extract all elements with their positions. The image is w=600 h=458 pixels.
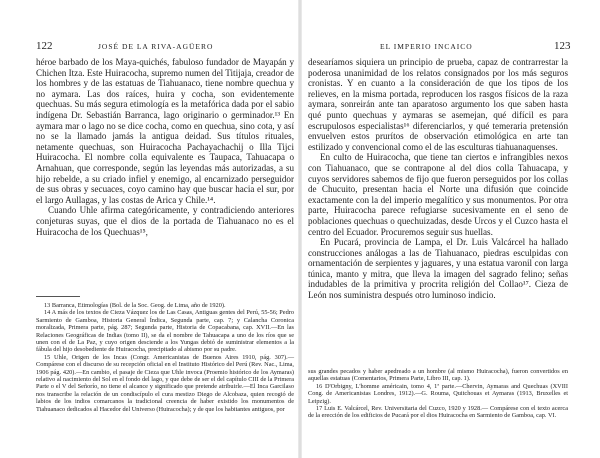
right-running-head: EL IMPERIO INCAICO (380, 42, 473, 51)
right-footnotes (308, 368, 568, 420)
right-page-number: 123 (554, 40, 571, 52)
right-paragraph: En culto de Huiracocha, que tiene tan ciertos e infrangibles nexos con Tiahuanaco, que se contrapone al del dios colla Tahuacapa, y cuyos servidores sabemos de fijo que fueron perseguidos por los collas de Chucuito, presentan hacia el Norte una difusión que coincide exactamente con la del imperio megalítico y sus monumentos. Por otra parte, Huiracocha parece refugiarse sucesivamente en el seno de poblaciones quechuas o quechuizadas, desde Urcos y el Cuzco hasta el centro del Ecuador. Procuremos seguir sus huellas. (308, 152, 568, 237)
footnote-continuation: sus grandes pecados y haber apedreado a un hombre (al mismo Huiracocha), fueron convertidos en aquellas estatuas (Comentarios, Primera Parte, Libro III, cap. 1). (308, 368, 568, 383)
footnote: 13 Barranca, Etimologías (Bol. de la Soc. Geog. de Lima, año de 1920). (44, 302, 226, 309)
left-paragraph: héroe barbado de los Maya-quichés, fabuloso fundador de Mayapán y Chichen Itza. Este Huiracocha, supremo numen del Titijaja, creador de los hombres y de las estatuas de Tiahuanaco, tiene nombre quechua y no aymara. Las dos raíces, huira y cocha, son evidentemente quechuas. Su más segura etimología es la metafórica dada por el sabio indígena Dr. Sebastián Barranca, lago originario o germinador.¹³ En aymara mar o lago no se dice cocha, como en quechua, sino cota, y así no se la llamado jamás la antigua deidad. Sus títulos rituales, netamente quechuas, son Huiracocha Pachayachachij o Illa Tijci Huiracocha. El nombre colla equivalente es Taupaca, Tahuacapa o Arnahuan, que corresponde, según las leyendas más autorizadas, a su hijo rebelde, a su criado infiel y enemigo, al encarnizado perseguidor de sus obras y secuaces, coyo camino hay que buscar hacia el sur, por el largo Aullagas, y las costas de Arica y Chile.¹⁴. (36, 57, 294, 205)
footnote-rule (36, 296, 80, 297)
left-paragraph: Cuando Uhle afirma categóricamente, y contradiciendo anteriores conjeturas suyas, que el dios de la portada de Tiahuanaco no es el Huiracocha de los Quechuas¹⁵, (36, 205, 294, 237)
left-body-text (36, 57, 294, 237)
footnote: 17 Luis E. Valcárcel, Rev. Universitaria del Cuzco, 1920 y 1928.— Compárese con el texto acerca de la erección de los edificios de Pucará por el dios Huiracocha en Sarmiento de Gamboa, cap. VI. (308, 405, 568, 420)
right-paragraph: desearíamos siquiera un principio de prueba, capaz de contrarrestar la poderosa unanimidad de los relatos consignados por los más seguros cronistas. Y en cuanto a la consideración de que los tipos de los relieves, en la misma portada, reproducen los rasgos físicos de la raza aymara, sonreirán ante tan aparatoso argumento los que saben hasta qué punto quechuas y aymaras se asemejan, qué difícil es para escrupulosos especialistas¹⁶ diferenciarlos, y qué temeraria pretensión envuelven estos prurítos de observación etimológica en arte tan estilizado y convencional como el de las esculturas tiahuanaquenses. (308, 57, 568, 152)
right-body-text (308, 57, 568, 301)
footnote: 16 D'Orbigny, L'homme américain, tomo 4, 1ª parte.—Chervin, Aymaras and Quechuas (XVIII Cong. de Americanistas Londres, 1912).—G. Rouma, Quitchouas et Aymaras (1913, Bruxelles et Leipzig). (308, 382, 568, 405)
left-footnotes (36, 302, 294, 413)
left-running-head: JOSÉ DE LA RIVA-AGÜERO (98, 42, 214, 51)
right-paragraph: En Pucará, provincia de Lampa, el Dr. Luis Valcárcel ha hallado construcciones análogas a las de Tiahuanaco, piedras esculpidas con ornamentación de serpientes y jaguares, y una estatua varonil con larga túnica, manto y mitra, que lleva la imagen del sagrado felino; señas indudables de la primitiva y procrita religión del Collao¹⁷. Cieza de León nos suministra después otro luminoso indicio. (308, 237, 568, 301)
footnote: 14 A más de los textos de Cieza Vázquez los de Las Casas, Antiguas gentes del Perú, 55-56; Pedro Sarmiento de Gamboa, Historia General Índica, Segunda parte, cap. 7; y Calancha Coronica moralizada, Primera parte, pág. 287; Segunda parte, Historia de Copacabana, cap. XVII.—En las Relaciones Geográficas de Indias (tomo II), se da el nombre de Tahuacapa a uno de los ríos que se unen con el de La Paz, y cuyo origen desciende a los Yungas debió de suministrar elementos a la fábula del hijo desobediente de Huiracocha, precipitado al abismo por su padre. (36, 309, 294, 354)
left-page-number: 122 (36, 40, 53, 52)
footnote: 15 Uhle, Origen de los Incas (Congr. Americanistas de Buenos Aires 1910, pág. 307).—Compárese con el discurso de su recepción oficial en el Instituto Histórico del Perú (Rev. Nac., Lima, 1906 pág. 420).—En cambio, el pasaje de Cieza que Uhle invoca (Proemio histórico de los Aymaras) relativo al nacimiento del Sol en el fondo del lago, y que debe de ser el del capítulo CIII de la Primera Parte o el V del Señorío, no tiene el alcance y significado que pretende atribuirle.—El Inca Garcilaso nos transcribe la relación de un condiscípulo el cura mestizo Diego de Alcobaza, quien recogió de labios de los indios comarcanos la tradicional creencia de haber existido los monumentos de Tiahuanaco dedicados al Hacedor del Universo (Huiracocha); y de que los habitantes antiguos, por (36, 353, 294, 413)
right-page (300, 0, 600, 458)
